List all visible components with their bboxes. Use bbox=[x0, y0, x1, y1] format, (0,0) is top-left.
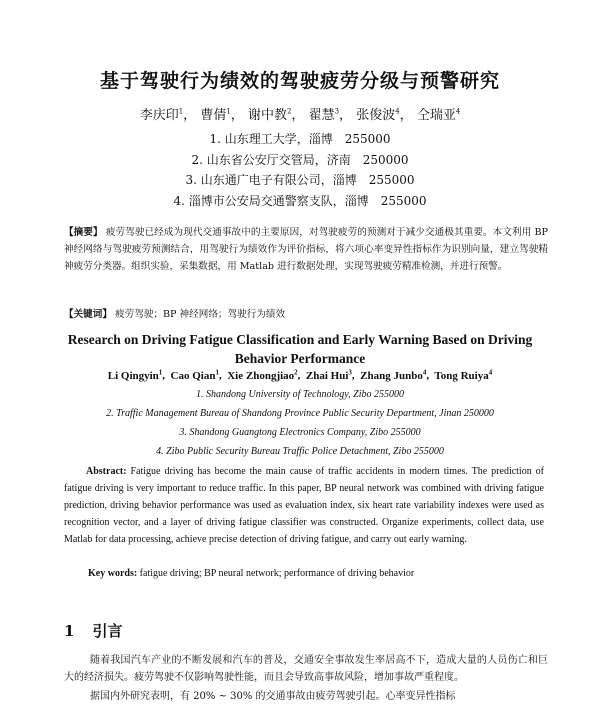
keywords-cn-label: 【关键词】 bbox=[64, 309, 112, 320]
author-en: Tong Ruiya$^4$ bbox=[434, 368, 493, 382]
abstract-cn-text: 疲劳驾驶已经成为现代交通事故中的主要原因，对驾驶疲劳的预测对于减少交通极其重要。本文利用 BP 神经网络与驾驶疲劳预测结合，用驾驶行为绩效作为评价指标，将六项心率变异性指标作为识别向量，建立驾驶精神疲劳分类器。组织实验，采集数据，用 Matlab 进行数据处理，实现驾驶疲劳精准检测，并进行预警。 bbox=[64, 227, 548, 272]
author-cn: 谢中教$^2$ bbox=[247, 107, 292, 123]
abstract-en-label: Abstract: bbox=[86, 466, 127, 477]
keywords-en-text: fatigue driving; BP neural network; performance of driving behavior bbox=[139, 568, 415, 579]
author-en: Cao Qian$^1$ bbox=[170, 368, 219, 382]
keywords-en-label: Key words: bbox=[88, 568, 138, 579]
abstract-en bbox=[64, 463, 544, 548]
paper-title-cn: 基于驾驶行为绩效的驾驶疲劳分级与预警研究 bbox=[99, 70, 500, 92]
affiliation-en-1: 1. Shandong University of Technology, Zibo 255000 bbox=[196, 389, 404, 400]
author-en: Zhang Junbo$^4$ bbox=[360, 368, 427, 382]
affiliation-en-3: 3. Shandong Guangtong Electronics Company, Zibo 255000 bbox=[179, 427, 421, 438]
intro-paragraph: 随着我国汽车产业的不断发展和汽车的普及，交通安全事故发生率居高不下，造成大量的人员伤亡和巨大的经济损失。疲劳驾驶不仅影响驾驶性能，而且会导致高事故风险，增加事故严重程度。 bbox=[64, 655, 548, 683]
abstract-cn-label: 【摘要】 bbox=[64, 227, 103, 238]
author-cn: 李庆印$^1$ bbox=[139, 107, 184, 123]
section-heading bbox=[64, 620, 122, 641]
keywords-en bbox=[88, 568, 548, 579]
keywords-cn-text: 疲劳驾驶；BP 神经网络；驾驶行为绩效 bbox=[115, 309, 286, 320]
section-title: 引言 bbox=[92, 622, 123, 640]
author-list-cn: 李庆印$^1$， 曹倩$^1$， 谢中教$^2$， 翟慧$^3$， 张俊波$^4$， 仝瑞亚$^4$ bbox=[139, 107, 461, 123]
author-list-en: Li Qingyin$^1$, Cao Qian$^1$, Xie Zhongjiao$^2$, Zhai Hui$^3$, Zhang Junbo$^4$, Tong Ruiya$^4$ bbox=[107, 368, 493, 382]
author-cn: 翟慧$^3$ bbox=[308, 107, 340, 123]
abstract-en-text: Fatigue driving has become the main cause of traffic accidents in modern times. The prediction of fatigue driving is very important to reduce traffic. In this paper, BP neural network was combined with driving fatigue prediction, driving behavior performance was used as evaluation index, six heart rate variability indexes were used as recognition vector, and a layer of driving fatigue classifier was constructed. Organize experiments, collect data, use Matlab for data processing, achieve precise detection of driving fatigue, and carry out early warning. bbox=[64, 466, 544, 545]
intro-paragraph: 据国内外研究表明，有 20% ~ 30% 的交通事故由疲劳驾驶引起。心率变异性指标 bbox=[90, 691, 456, 702]
affiliation-cn-2: 2. 山东省公安厅交管局，济南 250000 bbox=[191, 153, 409, 167]
affiliation-cn-1: 1. 山东理工大学，淄博 255000 bbox=[209, 132, 391, 146]
author-cn: 曹倩$^1$ bbox=[200, 107, 231, 123]
section-number: 1 bbox=[64, 622, 75, 640]
affiliation-cn-3: 3. 山东通广电子有限公司，淄博 255000 bbox=[185, 173, 415, 187]
author-cn: 仝瑞亚$^4$ bbox=[416, 107, 461, 123]
paper-title-en: Research on Driving Fatigue Classification and Early Warning Based on Driving Behavior Performance bbox=[67, 332, 533, 366]
intro-body bbox=[64, 652, 548, 707]
author-en: Li Qingyin$^1$ bbox=[107, 368, 163, 382]
affiliation-cn-4: 4. 淄博市公安局交通警察支队，淄博 255000 bbox=[173, 194, 427, 208]
author-en: Zhai Hui$^3$ bbox=[305, 368, 352, 382]
author-en: Xie Zhongjiao$^2$ bbox=[227, 368, 298, 382]
affiliation-en-2: 2. Traffic Management Bureau of Shandong Province Public Security Department, Jinan 250000 bbox=[106, 408, 494, 419]
abstract-cn bbox=[64, 224, 548, 275]
affiliation-en-4: 4. Zibo Public Security Bureau Traffic Police Detachment, Zibo 255000 bbox=[156, 446, 444, 457]
keywords-cn bbox=[64, 306, 548, 320]
author-cn: 张俊波$^4$ bbox=[356, 107, 400, 123]
